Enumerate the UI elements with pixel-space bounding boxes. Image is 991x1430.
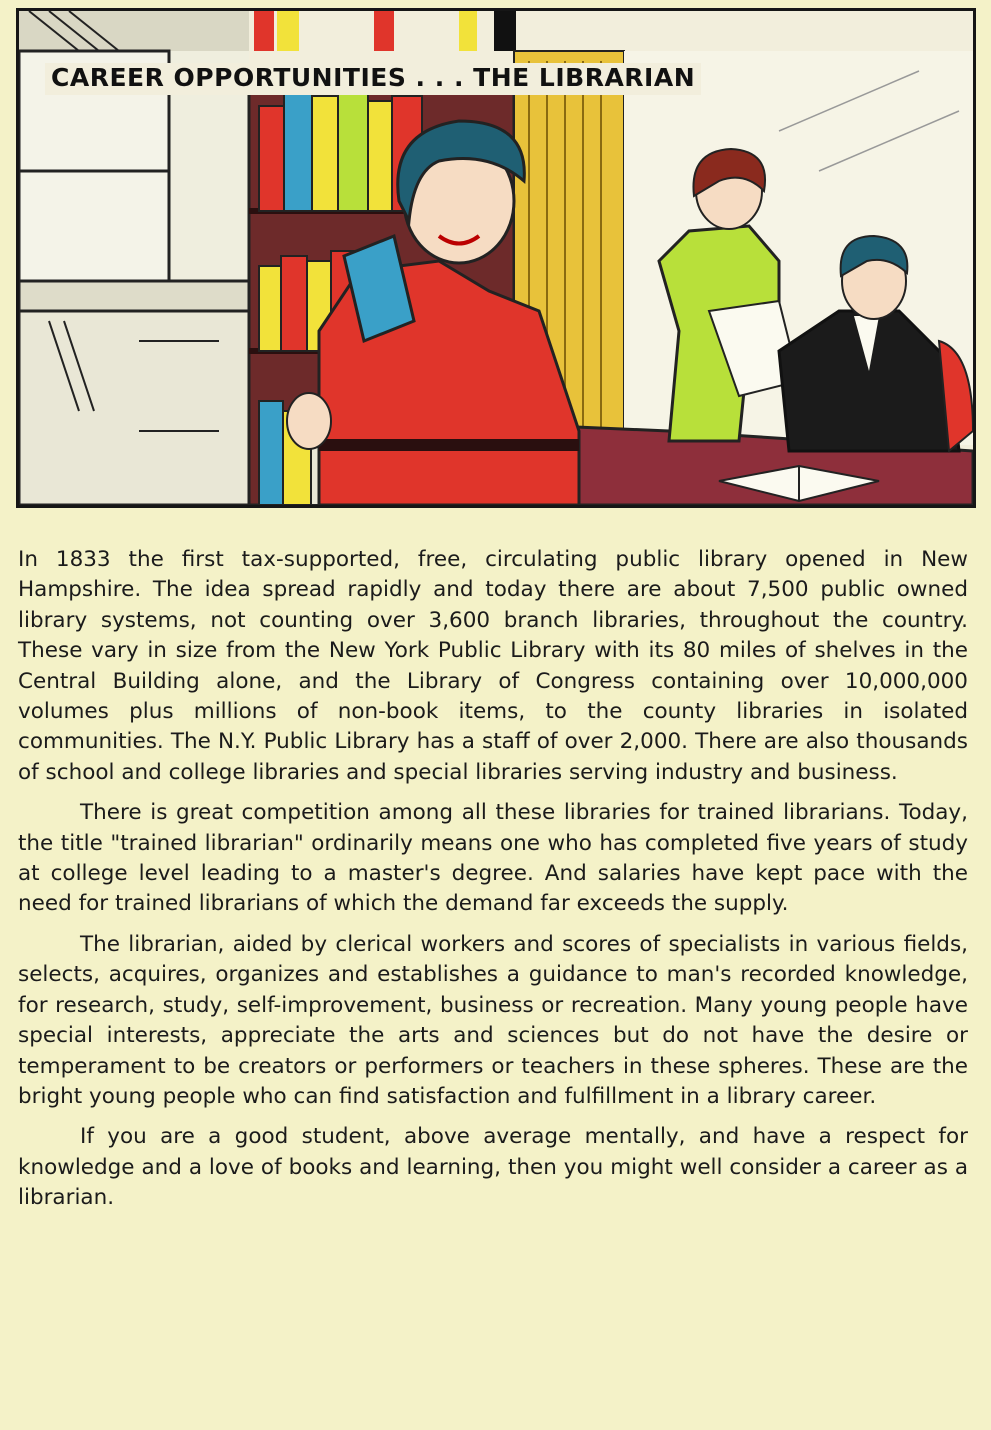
article-body (18, 545, 968, 1224)
paragraph-2: There is great competition among all these libraries for trained librarians. Today, the title "trained librarian" ordinarily means one who has completed five years of study at college level leading to a master's degree. And salaries have kept pace with the need for trained librarians of which the demand far exceeds the supply. (18, 800, 968, 917)
headline: CAREER OPPORTUNITIES . . . THE LIBRARIAN (45, 63, 701, 95)
paragraph-4: If you are a good student, above average mentally, and have a respect for knowledge and a love of books and learning, then you might well consider a career as a librarian. (18, 1124, 968, 1211)
illustration-panel (16, 8, 976, 508)
paragraph-1: In 1833 the first tax-supported, free, circulating public library opened in New Hampshire. The idea spread rapidly and today there are about 7,500 public owned library systems, not counting over 3,600 branch libraries, throughout the country. These vary in size from the New York Public Library with its 80 miles of shelves in the Central Building alone, and the Library of Congress containing over 10,000,000 volumes plus millions of non-book items, to the county libraries in isolated communities. The N.Y. Public Library has a staff of over 2,000. There are also thousands of school and college libraries and special libraries serving industry and business. (18, 547, 968, 785)
paragraph-3: The librarian, aided by clerical workers and scores of specialists in various fields, selects, acquires, organizes and establishes a guidance to man's recorded knowledge, for research, study, self-improvement, business or recreation. Many young people have special interests, appreciate the arts and sciences but do not have the desire or temperament to be creators or performers or teachers in these spheres. These are the bright young people who can find satisfaction and fulfillment in a library career. (18, 931, 968, 1109)
